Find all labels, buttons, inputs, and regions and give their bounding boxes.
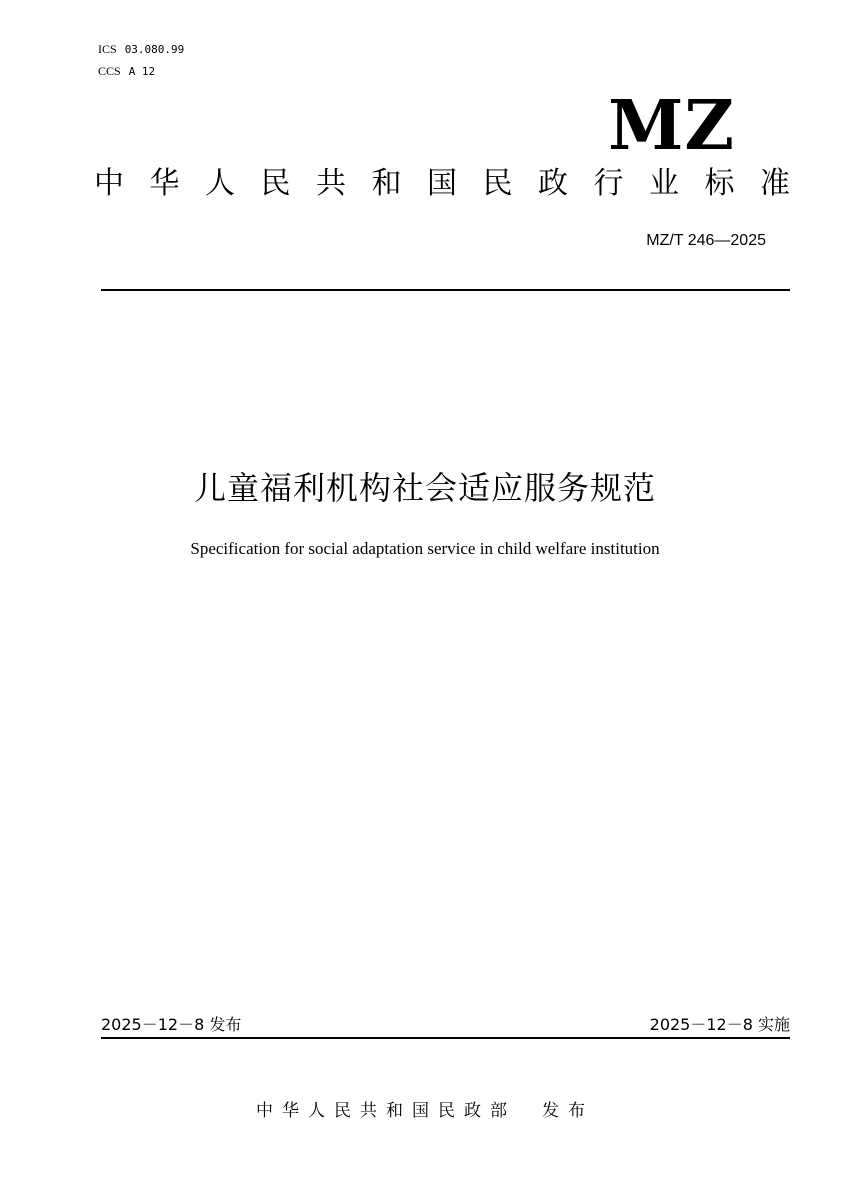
document-title-english: Specification for social adaptation service in child welfare institution [190,539,660,558]
industry-title-char: 人 [205,166,235,201]
industry-title-char: 民 [260,166,291,201]
industry-title-char: 中 [94,166,124,201]
industry-title-char: 华 [149,166,180,201]
ccs-classification [98,64,155,79]
industry-title-char: 业 [649,166,679,201]
industry-title-char: 标 [704,166,735,201]
ics-value: 03.080.99 [124,43,185,56]
ccs-value: A 12 [128,65,156,78]
publisher-line [0,1099,850,1123]
publisher-name: 中华人民共和国民政部 [256,1101,516,1121]
industry-title-char: 共 [316,166,346,201]
ccs-label: CCS [98,64,121,78]
industry-title-char: 准 [760,166,790,201]
industry-title-char: 行 [593,166,624,201]
footer-divider [101,1037,790,1039]
industry-title-char: 政 [538,166,568,201]
ics-classification [98,42,184,57]
header-divider [101,289,790,291]
implementation-date: 2025－12－8 实施 [649,1015,790,1034]
issue-date: 2025－12－8 发布 [101,1015,242,1034]
publish-label: 发布 [542,1101,594,1121]
mz-logo: MZ [608,86,735,166]
industry-title-char: 国 [427,166,457,201]
industry-standard-title [94,162,790,206]
ics-label: ICS [98,42,117,56]
document-title-chinese: 儿童福利机构社会适应服务规范 [193,469,656,507]
industry-title-char: 和 [371,166,402,201]
standard-number: MZ/T 246—2025 [646,232,766,249]
industry-title-char: 民 [482,166,513,201]
